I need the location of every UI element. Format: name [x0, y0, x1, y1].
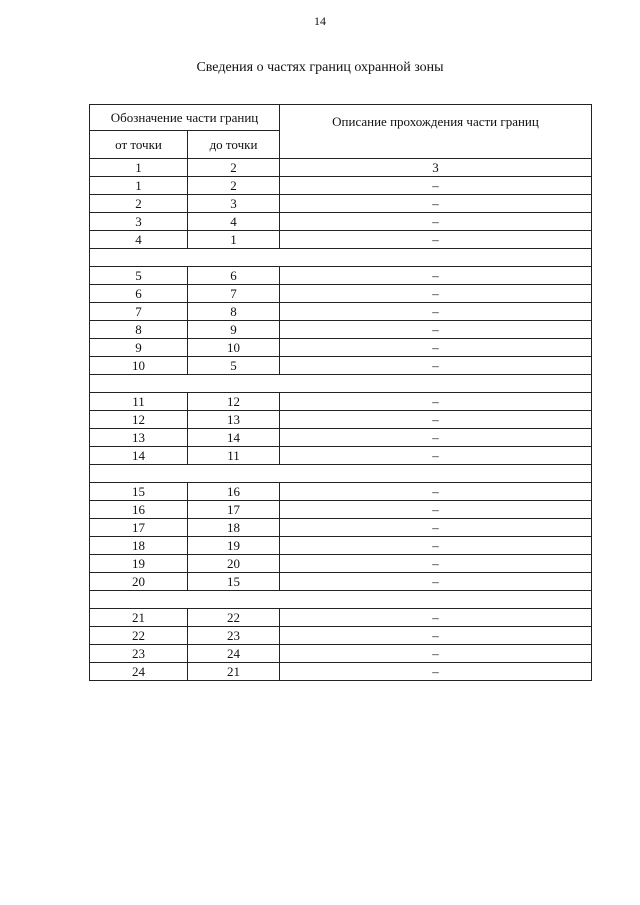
from-point-cell: 9 — [90, 339, 188, 357]
from-point-cell: 19 — [90, 555, 188, 573]
to-point-cell: 23 — [188, 627, 280, 645]
description-cell: – — [280, 519, 592, 537]
description-cell: – — [280, 357, 592, 375]
table-row — [90, 537, 592, 555]
to-point-cell: 19 — [188, 537, 280, 555]
to-point-cell: 18 — [188, 519, 280, 537]
to-point-cell: 8 — [188, 303, 280, 321]
description-cell: – — [280, 501, 592, 519]
from-point-cell: 2 — [90, 195, 188, 213]
page-title: Сведения о частях границ охранной зоны — [196, 60, 444, 75]
description-cell: – — [280, 537, 592, 555]
number-cell: 1 — [90, 159, 188, 177]
to-point-cell: 22 — [188, 609, 280, 627]
to-point-cell: 24 — [188, 645, 280, 663]
to-point-cell: 15 — [188, 573, 280, 591]
to-point-cell: 7 — [188, 285, 280, 303]
header-from: от точки — [90, 131, 188, 159]
from-point-cell: 3 — [90, 213, 188, 231]
table-row — [90, 519, 592, 537]
from-point-cell: 6 — [90, 285, 188, 303]
from-point-cell: 12 — [90, 411, 188, 429]
to-point-cell: 5 — [188, 357, 280, 375]
table-row — [90, 447, 592, 465]
description-cell: – — [280, 267, 592, 285]
description-cell: – — [280, 321, 592, 339]
table-row — [90, 627, 592, 645]
separator-cell — [90, 465, 592, 483]
separator-cell — [90, 591, 592, 609]
from-point-cell: 20 — [90, 573, 188, 591]
table-row — [90, 555, 592, 573]
to-point-cell: 10 — [188, 339, 280, 357]
table-row — [90, 393, 592, 411]
from-point-cell: 8 — [90, 321, 188, 339]
from-point-cell: 7 — [90, 303, 188, 321]
description-cell: – — [280, 447, 592, 465]
from-point-cell: 10 — [90, 357, 188, 375]
table-row — [90, 177, 592, 195]
page-number: 14 — [314, 14, 326, 28]
description-cell: – — [280, 573, 592, 591]
description-cell: – — [280, 393, 592, 411]
to-point-cell: 2 — [188, 177, 280, 195]
from-point-cell: 15 — [90, 483, 188, 501]
from-point-cell: 22 — [90, 627, 188, 645]
to-point-cell: 16 — [188, 483, 280, 501]
from-point-cell: 4 — [90, 231, 188, 249]
from-point-cell: 13 — [90, 429, 188, 447]
to-point-cell: 14 — [188, 429, 280, 447]
separator-cell — [90, 375, 592, 393]
to-point-cell: 9 — [188, 321, 280, 339]
table-row — [90, 357, 592, 375]
group-separator-row — [90, 465, 592, 483]
group-separator-row — [90, 249, 592, 267]
number-cell: 2 — [188, 159, 280, 177]
to-point-cell: 4 — [188, 213, 280, 231]
description-cell: – — [280, 627, 592, 645]
description-cell: – — [280, 645, 592, 663]
table-row — [90, 285, 592, 303]
number-row — [90, 159, 592, 177]
table-row — [90, 303, 592, 321]
description-cell: – — [280, 231, 592, 249]
table-row — [90, 231, 592, 249]
from-point-cell: 17 — [90, 519, 188, 537]
to-point-cell: 6 — [188, 267, 280, 285]
header-group: Обозначение части границ — [90, 105, 280, 131]
separator-cell — [90, 249, 592, 267]
table-row — [90, 501, 592, 519]
description-cell: – — [280, 195, 592, 213]
description-cell: – — [280, 285, 592, 303]
group-separator-row — [90, 375, 592, 393]
table-row — [90, 645, 592, 663]
table-row — [90, 321, 592, 339]
description-cell: – — [280, 411, 592, 429]
table-row — [90, 411, 592, 429]
table-row — [90, 339, 592, 357]
table-row — [90, 429, 592, 447]
boundary-table — [89, 104, 592, 681]
header-to: до точки — [188, 131, 280, 159]
header-description: Описание прохождения части границ — [280, 105, 592, 159]
to-point-cell: 12 — [188, 393, 280, 411]
from-point-cell: 24 — [90, 663, 188, 681]
from-point-cell: 21 — [90, 609, 188, 627]
to-point-cell: 3 — [188, 195, 280, 213]
from-point-cell: 14 — [90, 447, 188, 465]
table-row — [90, 195, 592, 213]
description-cell: – — [280, 483, 592, 501]
table-row — [90, 483, 592, 501]
number-cell: 3 — [280, 159, 592, 177]
from-point-cell: 1 — [90, 177, 188, 195]
description-cell: – — [280, 663, 592, 681]
to-point-cell: 17 — [188, 501, 280, 519]
to-point-cell: 1 — [188, 231, 280, 249]
description-cell: – — [280, 213, 592, 231]
description-cell: – — [280, 303, 592, 321]
from-point-cell: 23 — [90, 645, 188, 663]
group-separator-row — [90, 591, 592, 609]
from-point-cell: 16 — [90, 501, 188, 519]
from-point-cell: 11 — [90, 393, 188, 411]
description-cell: – — [280, 429, 592, 447]
description-cell: – — [280, 555, 592, 573]
from-point-cell: 18 — [90, 537, 188, 555]
table-row — [90, 213, 592, 231]
to-point-cell: 13 — [188, 411, 280, 429]
table-row — [90, 663, 592, 681]
table-row — [90, 267, 592, 285]
to-point-cell: 21 — [188, 663, 280, 681]
from-point-cell: 5 — [90, 267, 188, 285]
description-cell: – — [280, 177, 592, 195]
table-row — [90, 573, 592, 591]
to-point-cell: 20 — [188, 555, 280, 573]
table-row — [90, 609, 592, 627]
description-cell: – — [280, 339, 592, 357]
to-point-cell: 11 — [188, 447, 280, 465]
description-cell: – — [280, 609, 592, 627]
